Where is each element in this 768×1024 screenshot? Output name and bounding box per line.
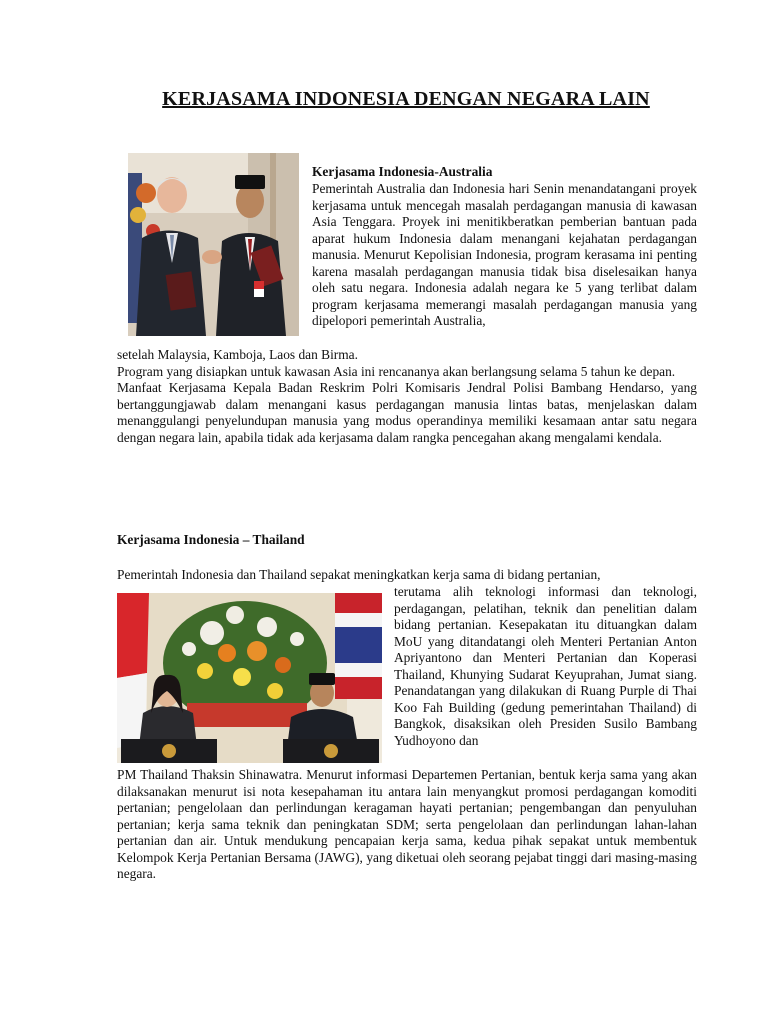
section1-intro-paragraph: Pemerintah Australia dan Indonesia hari Senin menandatangani proyek kerjasama untuk mencegah masalah perdagangan manusia di kawasan Asia Tenggara. Proyek ini menitikberatkan pemberian bantuan pada aparat hukum Indonesia dalam menangani kejahatan perdagangan manusia. Menurut Kepolisian Indonesia, program kerasama ini penting karena masalah perdagangan manusia tidak bisa diselesaikan hanya oleh satu negara. Indonesia adalah negara ke 5 yang terlibat dalam program kerjasama memerangi masalah perdagangan manusia yang dipelopori pemerintah Australia, (312, 181, 697, 328)
section2-continuation-paragraph: PM Thailand Thaksin Shinawatra. Menurut informasi Departemen Pertanian, bentuk kerja sama yang akan dilaksanakan menurut isi nota kesepahaman itu antara lain menyangkut promosi perdagangan komoditi pertanian; pengelolaan dan perlindungan keragaman hayati pertanian; pengembangan dan penyuluhan pertanian; kerja sama teknik dan peningkatan SDM; serta pengelolaan dan perlindungan lahan-lahan pertanian dan air. Untuk mendukung pencapaian kerja sama, kedua pihak sepakat untuk membentuk Kelompok Kerja Pertanian Bersama (JAWG), yang diketuai oleh seorang pejabat tinggi dari masing-masing negara. (117, 767, 697, 881)
document-title: KERJASAMA INDONESIA DENGAN NEGARA LAIN (162, 88, 650, 110)
section1-heading: Kerjasama Indonesia-Australia (312, 164, 493, 179)
section1-continuation-line: setelah Malaysia, Kamboja, Laos dan Birma. (117, 347, 358, 362)
section1-continuation (117, 347, 697, 446)
photo-indonesia-australia-handshake (128, 153, 299, 336)
section1-paragraph-3: Manfaat Kerjasama Kepala Badan Reskrim Polri Komisaris Jendral Polisi Bambang Hendarso, yang bertanggungjawab dalam menangani kasus perdagangan manusia lintas batas, menjelaskan dalam menanggulangi penyelundupan manusia yang modus operandinya memiliki kesamaan antar satu negara dengan negara lain, apabila tidak ada kerjasama dalam rangka pencegahan akang mengalami kendala. (117, 380, 697, 445)
section2-side-paragraph: terutama alih teknologi informasi dan teknologi, perdagangan, pelatihan, teknik dan penelitian dalam bidang pertanian. Kesepakatan itu dituangkan dalam MoU yang ditandatangi oleh Menteri Pertanian Anton Apriyantono dan Menteri Pertanian dan Koperasi Thailand, Khunying Sudarat Keyuprahan, Jumat siang. Penandatangan yang dilakukan di Ruang Purple di Thai Koo Fah Building (gedung pemerintahan Thailand) di Bangkok, disaksikan oleh Presiden Susilo Bambang Yudhoyono dan (394, 584, 697, 748)
photo-indonesia-thailand-press-conference (117, 593, 382, 763)
section2-heading: Kerjasama Indonesia – Thailand (117, 532, 305, 547)
section1-paragraph-2: Program yang disiapkan untuk kawasan Asia ini rencananya akan berlangsung selama 5 tahun ke depan. (117, 363, 676, 379)
section2-paragraph-1: Pemerintah Indonesia dan Thailand sepakat meningkatkan kerja sama di bidang pertanian, (117, 567, 601, 582)
